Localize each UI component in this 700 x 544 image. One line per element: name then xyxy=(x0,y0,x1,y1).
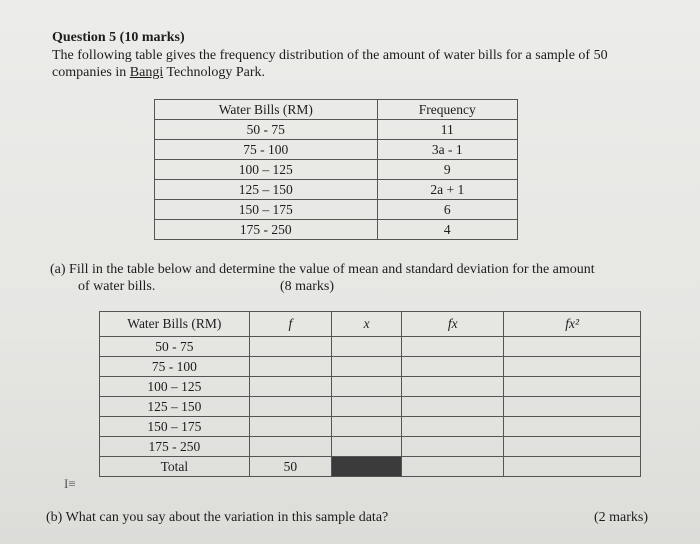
class-interval: 175 - 250 xyxy=(155,220,378,240)
answer-cell[interactable] xyxy=(249,437,331,457)
table-header-row xyxy=(155,100,518,120)
total-f-value: 50 xyxy=(249,457,331,477)
table-row xyxy=(100,357,641,377)
intro-line-2 xyxy=(52,64,662,81)
answer-cell[interactable] xyxy=(249,337,331,357)
answer-cell[interactable] xyxy=(504,417,641,437)
answer-cell[interactable] xyxy=(402,377,504,397)
text-cursor-icon: I≡ xyxy=(64,476,76,491)
answer-cell[interactable] xyxy=(402,457,504,477)
place-name: Bangi xyxy=(129,65,164,80)
table-header-row xyxy=(100,312,641,337)
answer-cell[interactable] xyxy=(249,357,331,377)
class-interval: 50 - 75 xyxy=(155,120,378,140)
class-interval: 100 – 125 xyxy=(155,160,378,180)
class-interval: 125 – 150 xyxy=(100,397,250,417)
answer-cell[interactable] xyxy=(249,377,331,397)
table-row xyxy=(100,397,641,417)
col-header-fx xyxy=(402,312,504,337)
class-interval: 150 – 175 xyxy=(155,200,378,220)
answer-cell[interactable] xyxy=(504,337,641,357)
answer-cell[interactable] xyxy=(331,357,401,377)
part-b-marks: (2 marks) xyxy=(594,510,649,525)
frequency-value: 4 xyxy=(377,220,517,240)
class-interval: 125 – 150 xyxy=(155,180,378,200)
answer-cell[interactable] xyxy=(402,357,504,377)
fx-symbol: fx xyxy=(447,316,458,331)
class-interval: 75 - 100 xyxy=(155,140,378,160)
table-row xyxy=(100,417,641,437)
answer-cell[interactable] xyxy=(504,437,641,457)
table-row xyxy=(100,337,641,357)
answer-cell[interactable] xyxy=(504,397,641,417)
answer-cell[interactable] xyxy=(504,457,641,477)
class-interval: 175 - 250 xyxy=(100,437,250,457)
col-header-frequency: Frequency xyxy=(377,100,517,120)
total-label: Total xyxy=(100,457,250,477)
col-header-x xyxy=(331,312,401,337)
intro-text: companies in xyxy=(52,65,130,80)
col-header-water-bills: Water Bills (RM) xyxy=(100,312,250,337)
frequency-value: 2a + 1 xyxy=(377,180,517,200)
answer-cell[interactable] xyxy=(331,397,401,417)
frequency-value: 9 xyxy=(377,160,517,180)
class-interval: 75 - 100 xyxy=(100,357,250,377)
f-symbol: f xyxy=(288,316,293,331)
frequency-table xyxy=(154,99,518,240)
total-row xyxy=(100,457,641,477)
part-a-line-2: of water bills. xyxy=(78,279,156,294)
class-interval: 150 – 175 xyxy=(100,417,250,437)
col-header-fx2 xyxy=(504,312,641,337)
part-a-text xyxy=(50,261,670,295)
part-b-question: (b) What can you say about the variation in this sample data? xyxy=(46,510,389,525)
table-row xyxy=(155,180,518,200)
frequency-value: 6 xyxy=(377,200,517,220)
question-title: Question 5 (10 marks) xyxy=(52,30,185,45)
x-symbol: x xyxy=(363,316,370,331)
answer-cell[interactable] xyxy=(331,417,401,437)
table-row xyxy=(155,140,518,160)
table-row xyxy=(100,377,641,397)
part-a-marks: (8 marks) xyxy=(280,279,335,294)
table-row xyxy=(100,437,641,457)
part-a-line-1: (a) Fill in the table below and determine the value of mean and standard deviation for the amount xyxy=(50,262,595,277)
answer-cell[interactable] xyxy=(402,437,504,457)
intro-text-end: Technology Park. xyxy=(163,65,266,80)
col-header-f xyxy=(249,312,331,337)
answer-cell[interactable] xyxy=(402,417,504,437)
frequency-value: 3a - 1 xyxy=(377,140,517,160)
table-row xyxy=(155,220,518,240)
fx2-symbol: fx² xyxy=(565,316,580,331)
question-intro xyxy=(52,47,662,81)
class-interval: 50 - 75 xyxy=(100,337,250,357)
answer-cell[interactable] xyxy=(331,437,401,457)
answer-cell[interactable] xyxy=(402,397,504,417)
table-row xyxy=(155,120,518,140)
table-row xyxy=(155,160,518,180)
frequency-value: 11 xyxy=(377,120,517,140)
answer-cell[interactable] xyxy=(331,377,401,397)
answer-cell[interactable] xyxy=(331,337,401,357)
shaded-cell xyxy=(331,457,401,477)
table-row xyxy=(155,200,518,220)
answer-cell[interactable] xyxy=(249,397,331,417)
answer-cell[interactable] xyxy=(249,417,331,437)
intro-line-1: The following table gives the frequency distribution of the amount of water bills for a sample of 50 xyxy=(52,48,608,63)
answer-table[interactable] xyxy=(99,311,641,477)
answer-cell[interactable] xyxy=(504,357,641,377)
class-interval: 100 – 125 xyxy=(100,377,250,397)
answer-cell[interactable] xyxy=(402,337,504,357)
col-header-water-bills: Water Bills (RM) xyxy=(155,100,378,120)
answer-cell[interactable] xyxy=(504,377,641,397)
